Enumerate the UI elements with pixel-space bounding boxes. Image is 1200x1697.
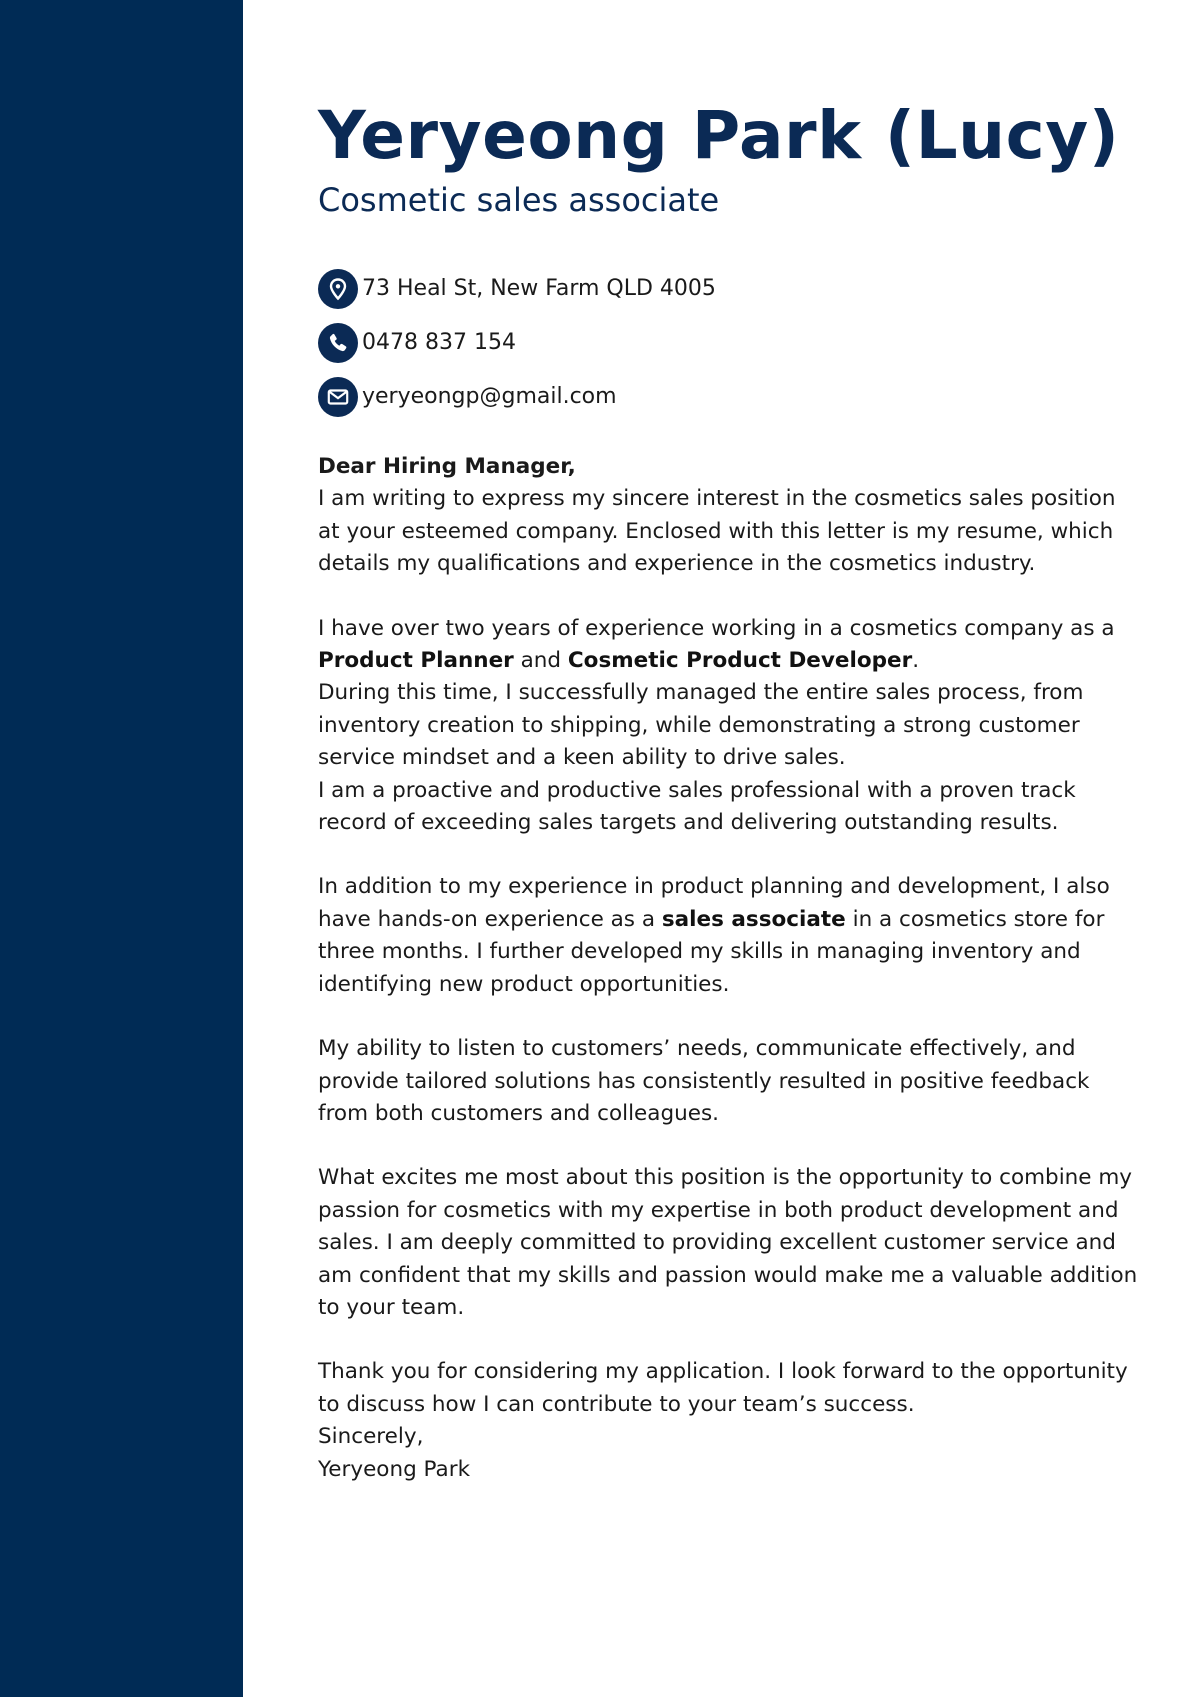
letter-body — [318, 451, 1138, 1486]
cover-letter — [318, 96, 1138, 1486]
role-product-planner: Product Planner — [318, 648, 514, 674]
paragraph-sales-associate — [318, 871, 1138, 1001]
signature: Yeryeong Park — [318, 1456, 471, 1482]
job-title: Cosmetic sales associate — [318, 181, 720, 219]
salutation: Dear Hiring Manager, — [318, 454, 576, 479]
location-pin-icon — [318, 269, 358, 309]
phone-icon — [318, 323, 358, 363]
closing: Sincerely, — [318, 1424, 424, 1450]
paragraph-sales-intro: In addition to my experience in product planning and development, I also have hands-on experience as a — [318, 874, 1110, 932]
address-text: 73 Heal St, New Farm QLD 4005 — [362, 276, 716, 301]
mail-icon — [318, 377, 358, 417]
paragraph-intro: I am writing to express my sincere interest in the cosmetics sales position at your esteemed company. Enclosed with this letter is my resume, which details my qualifications and experience in the cosmetics industry. — [318, 486, 1116, 577]
contact-address — [318, 269, 1138, 309]
paragraph-communication: My ability to listen to customers’ needs, communicate effectively, and provide tailored solutions has consistently resulted in positive feedback from both customers and colleagues. — [318, 1036, 1090, 1126]
role-product-developer: Cosmetic Product Developer — [567, 648, 913, 674]
paragraph-experience-intro: I have over two years of experience working in a cosmetics company as a — [318, 615, 1115, 641]
role-sales-associate: sales associate — [661, 906, 846, 932]
email-text: yeryeongp@gmail.com — [362, 384, 617, 409]
contact-phone — [318, 323, 1138, 363]
contact-list — [318, 269, 1138, 417]
paragraph-sales-rest: in a cosmetics store for three months. I further developed my skills in managing inventory and identifying new product opportunities. — [318, 906, 1105, 997]
paragraph-experience-period: . — [912, 648, 920, 674]
phone-text: 0478 837 154 — [362, 330, 516, 355]
paragraph-experience-summary: I am a proactive and productive sales professional with a proven track record of exceeding sales targets and delivering outstanding results. — [318, 777, 1076, 836]
contact-email — [318, 377, 1138, 417]
paragraph-experience — [318, 613, 1138, 678]
paragraph-experience-detail: During this time, I successfully managed the entire sales process, from inventory creation to shipping, while demonstrating a strong customer service mindset and a keen ability to drive sales. — [318, 680, 1084, 771]
paragraph-motivation: What excites me most about this position is the opportunity to combine my passion for cosmetics with my expertise in both product development and sales. I am deeply committed to providing excellent customer service and am confident that my skills and passion would make me a valuable addition to your team. — [318, 1165, 1138, 1320]
applicant-name: Yeryeong Park (Lucy) — [318, 97, 1120, 174]
sidebar-band — [0, 0, 243, 1697]
paragraph-experience-and: and — [513, 648, 568, 674]
paragraph-thanks: Thank you for considering my application. I look forward to the opportunity to discuss how I can contribute to your team’s success. — [318, 1359, 1128, 1417]
